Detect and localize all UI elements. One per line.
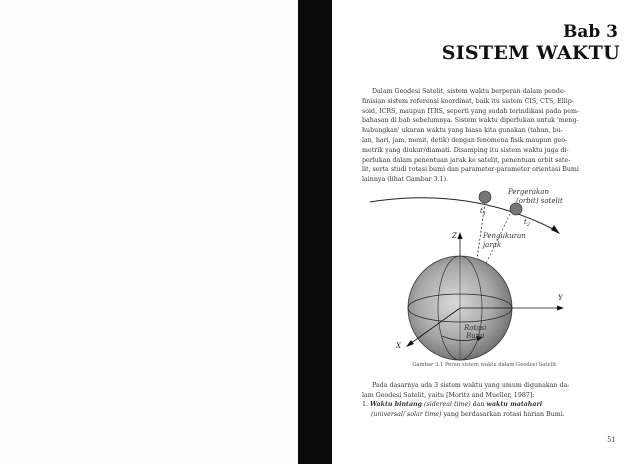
x-axis-arrow (406, 340, 414, 347)
figure-satellite-time (360, 188, 610, 368)
paragraph-line: Pada dasarnya ada 3 sistem waktu yang umum digunakan da- (372, 382, 570, 389)
list-item-cont (362, 410, 624, 420)
book-spine (298, 0, 332, 464)
term-sidereal-en: (sidereal time) (422, 401, 471, 409)
list-number: 1. (362, 401, 371, 409)
rotation-label-2: Bumi (466, 332, 485, 340)
figure-diagram (360, 188, 610, 368)
orbit-label-1: Pergerakan (508, 188, 549, 196)
time-label-t2: $t_2$ (524, 218, 531, 228)
paragraph-line: finisian sistem referensi koordinat, baik itu sistem CIS, CTS, Ellip- (362, 97, 574, 105)
y-axis-arrow (557, 306, 564, 311)
left-page-blank (0, 0, 298, 464)
systems-paragraph (362, 381, 624, 419)
list-text: yang berdasarkan rotasi harian Bumi. (441, 410, 565, 418)
axis-z-label: Z (452, 232, 457, 240)
term-sidereal: Waktu bintang (370, 401, 423, 409)
paragraph-line: lam Geodesi Satelit, yaitu [Moritz and Mueller, 1987]: (362, 391, 535, 399)
paragraph-line: bahasan di bab sebelumnya. Sistem waktu diperlukan untuk 'meng- (362, 117, 579, 125)
axis-x-label: X (396, 342, 401, 350)
paragraph-line: metrik yang diukur/diamati. Disamping itu sistem waktu juga di- (362, 146, 569, 154)
paragraph-line: lainnya (lihat Gambar 3.1). (362, 176, 449, 184)
list-item (362, 400, 624, 410)
chapter-title: SISTEM WAKTU (441, 42, 620, 64)
range-label-1: Pengukuran (483, 232, 526, 240)
chapter-number: Bab 3 (562, 22, 618, 42)
paragraph-line: Dalam Geodesi Satelit, sistem waktu berperan dalam pende- (372, 88, 566, 95)
time-label-t1: $t_1$ (480, 207, 487, 217)
paragraph-line: lit, serta studi rotasi bumi dan parameter-parameter orientasi Bumi (362, 166, 579, 174)
connector: dan (470, 401, 487, 409)
term-solar-en: (universal/ solar time) (371, 410, 442, 418)
orbit-arrowhead (551, 225, 560, 234)
orbit-label-2: (orbit) satelit (516, 197, 563, 205)
figure-caption: Gambar 3.1 Peran sistem waktu dalam Geodesi Satelit. (412, 362, 558, 368)
satellite-t1 (479, 191, 491, 203)
intro-paragraph (362, 87, 624, 185)
paragraph-line: perlukan dalam penentuan jarak ke satelit, penentuan orbit sate- (362, 156, 571, 164)
axis-y-label: Y (558, 294, 563, 302)
range-label-2: jarak (483, 241, 502, 249)
paragraph-line: soid, ICRS, maupun ITRS, seperti yang sudah terindikasi pada pem- (362, 107, 580, 115)
page-number: 51 (607, 436, 616, 444)
rotation-label-1: Rotasi (464, 324, 487, 332)
z-axis-arrow (458, 232, 463, 239)
paragraph-line: hubungkan' ukuran waktu yang biasa kita gunakan (tahun, bu- (362, 127, 563, 135)
paragraph-line: lan, hari, jam, menit, detik) dengan fenomena fisik maupun geo- (362, 136, 568, 144)
term-solar: waktu matahari (486, 401, 543, 409)
